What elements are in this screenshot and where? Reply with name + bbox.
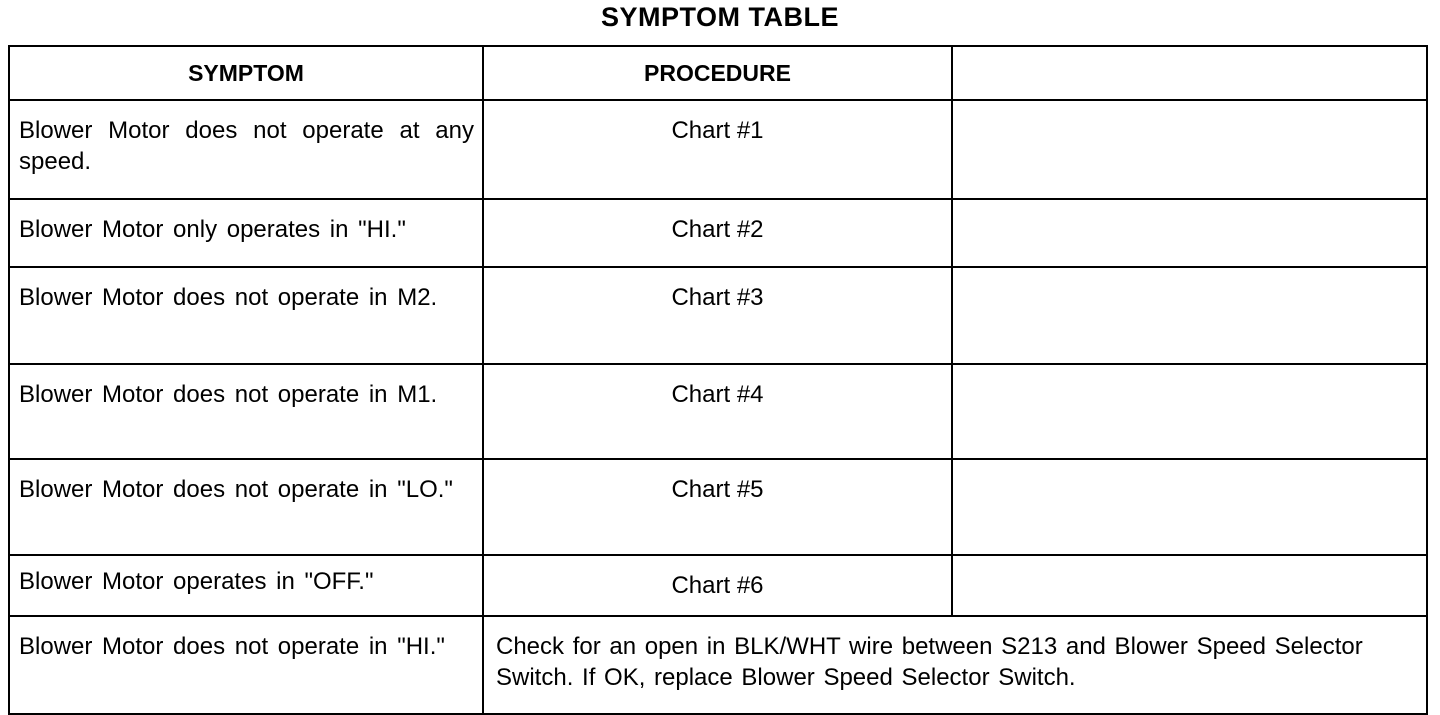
procedure-cell: Check for an open in BLK/WHT wire between S213 and Blower Speed Selector Switch. If OK, replace Blower Speed Selector Switch. <box>483 616 1427 714</box>
symptom-cell: Blower Motor operates in "OFF." <box>9 555 483 616</box>
header-extra <box>952 46 1427 100</box>
table-row <box>9 555 1427 616</box>
table-row <box>9 616 1427 714</box>
procedure-cell: Chart #2 <box>483 199 952 267</box>
header-procedure: PROCEDURE <box>483 46 952 100</box>
empty-cell <box>952 199 1427 267</box>
page-title: SYMPTOM TABLE <box>600 2 839 32</box>
empty-cell <box>952 100 1427 199</box>
empty-cell <box>952 267 1427 364</box>
symptom-cell: Blower Motor only operates in "HI." <box>9 199 483 267</box>
symptom-cell: Blower Motor does not operate at any speed. <box>9 100 483 199</box>
empty-cell <box>952 459 1427 555</box>
procedure-cell: Chart #4 <box>483 364 952 459</box>
header-row <box>9 46 1427 100</box>
table-row <box>9 459 1427 555</box>
empty-cell <box>952 555 1427 616</box>
symptom-cell: Blower Motor does not operate in "HI." <box>9 616 483 714</box>
procedure-cell: Chart #5 <box>483 459 952 555</box>
procedure-cell: Chart #6 <box>483 555 952 616</box>
symptom-cell: Blower Motor does not operate in "LO." <box>9 459 483 555</box>
symptom-cell: Blower Motor does not operate in M2. <box>9 267 483 364</box>
empty-cell <box>952 364 1427 459</box>
header-symptom: SYMPTOM <box>9 46 483 100</box>
table-row <box>9 267 1427 364</box>
table-row <box>9 199 1427 267</box>
table-row <box>9 364 1427 459</box>
symptom-cell: Blower Motor does not operate in M1. <box>9 364 483 459</box>
procedure-cell: Chart #3 <box>483 267 952 364</box>
symptom-table <box>8 45 1428 715</box>
table-row <box>9 100 1427 199</box>
procedure-cell: Chart #1 <box>483 100 952 199</box>
